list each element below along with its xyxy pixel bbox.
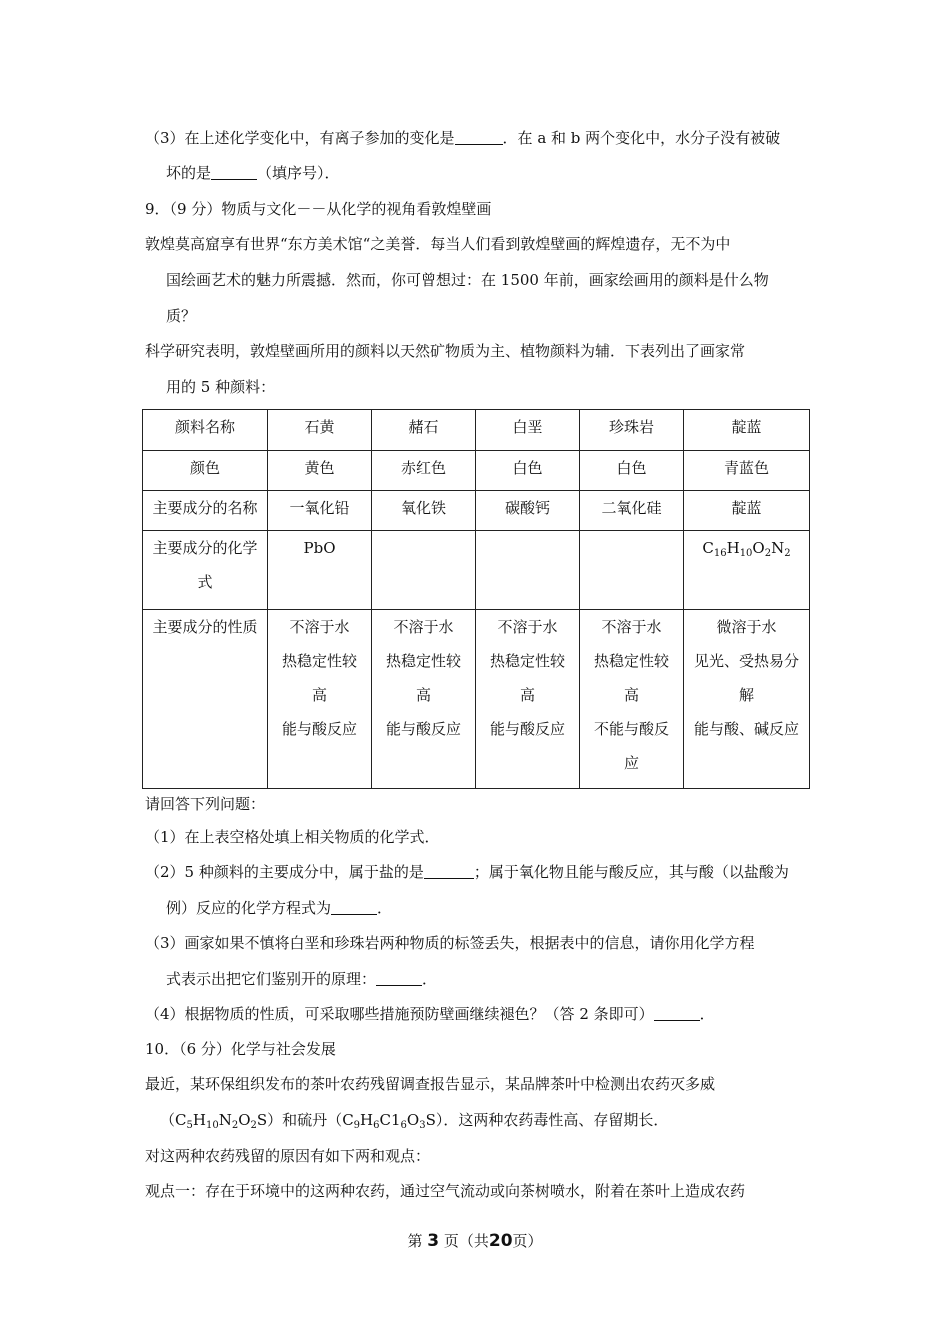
formula-blank-cell[interactable] xyxy=(372,531,476,610)
table-cell: 珍珠岩 xyxy=(580,410,684,451)
table-cell: 氧化铁 xyxy=(372,491,476,531)
pigment-table xyxy=(142,409,810,789)
q9-intro-line: 用的 5 种颜料： xyxy=(166,378,276,396)
formula-label: 式 xyxy=(197,573,213,591)
table-cell: 不溶于水 热稳定性较 高 不能与酸反 应 xyxy=(580,610,684,789)
answer-blank[interactable] xyxy=(331,899,377,915)
table-cell: 靛蓝 xyxy=(684,410,810,451)
page-total: 20 xyxy=(488,1231,513,1251)
table-cell: 颜色 xyxy=(143,451,268,491)
table-cell: 碳酸钙 xyxy=(476,491,580,531)
q9-intro-line: 敦煌莫高窟享有世界“东方美术馆“之美誉．每当人们看到敦煌壁画的辉煌遗存，无不为中 xyxy=(145,235,731,253)
page-footer: 第 3 页（共20页） xyxy=(407,1231,543,1251)
q9-intro-line: 科学研究表明，敦煌壁画所用的颜料以天然矿物质为主、植物颜料为辅．下表列出了画家常 xyxy=(145,342,746,360)
table-cell: 白垩 xyxy=(476,410,580,451)
table-cell: 微溶于水 见光、受热易分 解 能与酸、碱反应 xyxy=(684,610,810,789)
q9-part2-line1: （2）5 种颜料的主要成分中，属于盐的是 ；属于氧化物且能与酸反应，其与酸（以盐酸为 xyxy=(145,863,789,881)
q8-part3-text-b: ．在 a 和 b 两个变化中，水分子没有被破 xyxy=(502,129,781,147)
answer-blank[interactable] xyxy=(211,164,257,180)
table-cell xyxy=(268,531,372,610)
answer-blank[interactable] xyxy=(455,129,503,145)
q8-part3-text-c: 坏的是 xyxy=(166,164,212,182)
table-cell: 赤红色 xyxy=(372,451,476,491)
table-cell: 主要成分的性质 xyxy=(143,610,268,789)
table-cell: 白色 xyxy=(580,451,684,491)
formula-pbo: PbO xyxy=(303,539,336,557)
table-row xyxy=(143,410,810,451)
q9-part4: （4）根据物质的性质，可采取哪些措施预防壁画继续褪色？（答 2 条即可） ． xyxy=(145,1005,715,1023)
q8-part3-line1 xyxy=(145,128,780,148)
answer-blank[interactable] xyxy=(424,863,474,879)
formula-blank-cell[interactable] xyxy=(476,531,580,610)
table-cell: 黄色 xyxy=(268,451,372,491)
table-row xyxy=(143,451,810,491)
q9-intro-line: 国绘画艺术的魅力所震撼．然而，你可曾想过：在 1500 年前，画家绘画用的颜料是什么物 xyxy=(166,271,769,289)
table-cell: 赭石 xyxy=(372,410,476,451)
q10-line: 对这两种农药残留的原因有如下两和观点： xyxy=(145,1147,431,1165)
formula-indigo: $C_{16}H_{10}O_2N_2$ xyxy=(702,539,791,559)
q9-part3-line2: 式表示出把它们鉴别开的原理： ． xyxy=(166,970,438,988)
answer-blank[interactable] xyxy=(376,970,422,986)
formula-endosulfan: $C_9H_6C1_6O_3S$ xyxy=(342,1111,436,1131)
formula-label: 主要成分的化学 xyxy=(152,539,258,557)
answer-blank[interactable] xyxy=(654,1005,700,1021)
formula-methomyl: $C_5H_{10}N_2O_2S$ xyxy=(175,1111,268,1131)
table-cell: 靛蓝 xyxy=(684,491,810,531)
table-cell: 青蓝色 xyxy=(684,451,810,491)
q8-part3-text-a: （3）在上述化学变化中，有离子参加的变化是 xyxy=(145,129,455,147)
q10-line: 观点一：存在于环境中的这两种农药，通过空气流动或向茶树喷水，附着在茶叶上造成农药 xyxy=(145,1182,746,1200)
table-cell: 石黄 xyxy=(268,410,372,451)
table-cell: 不溶于水 热稳定性较 高 能与酸反应 xyxy=(476,610,580,789)
table-cell: 二氧化硅 xyxy=(580,491,684,531)
page-number: 3 xyxy=(427,1231,440,1251)
formula-blank-cell[interactable] xyxy=(580,531,684,610)
q9-part2-line2: 例）反应的化学方程式为 ． xyxy=(166,899,393,917)
q8-part3-text-d: （填序号）． xyxy=(257,164,340,182)
q8-part3-line2 xyxy=(166,163,340,183)
table-cell: 颜料名称 xyxy=(143,410,268,451)
table-cell: 一氧化铅 xyxy=(268,491,372,531)
q9-title: 9．（9 分）物质与文化－－从化学的视角看敦煌壁画 xyxy=(145,200,492,218)
q10-line: 最近，某环保组织发布的茶叶农药残留调查报告显示，某品牌茶叶中检测出农药灭多威 xyxy=(145,1075,716,1093)
q9-part3-line1: （3）画家如果不慎将白垩和珍珠岩两种物质的标签丢失，根据表中的信息，请你用化学方程 xyxy=(145,934,755,952)
table-row xyxy=(143,531,810,610)
table-row xyxy=(143,610,810,789)
q10-formula-line: $(C_5H_{10}N_2O_2S)$和硫丹$(C_9H_6C1_6O_3S)$．这两种农药毒性高、存留期长． xyxy=(160,1111,669,1131)
q9-intro-line: 质？ xyxy=(166,307,197,325)
q10-title: 10．（6 分）化学与社会发展 xyxy=(145,1040,336,1058)
table-row xyxy=(143,491,810,531)
table-cell: 不溶于水 热稳定性较 高 能与酸反应 xyxy=(268,610,372,789)
table-cell xyxy=(684,531,810,610)
table-cell xyxy=(143,531,268,610)
q9-ask: 请回答下列问题： xyxy=(145,795,266,813)
q9-part1: （1）在上表空格处填上相关物质的化学式． xyxy=(145,828,440,846)
table-cell: 主要成分的名称 xyxy=(143,491,268,531)
table-cell: 不溶于水 热稳定性较 高 能与酸反应 xyxy=(372,610,476,789)
table-cell: 白色 xyxy=(476,451,580,491)
